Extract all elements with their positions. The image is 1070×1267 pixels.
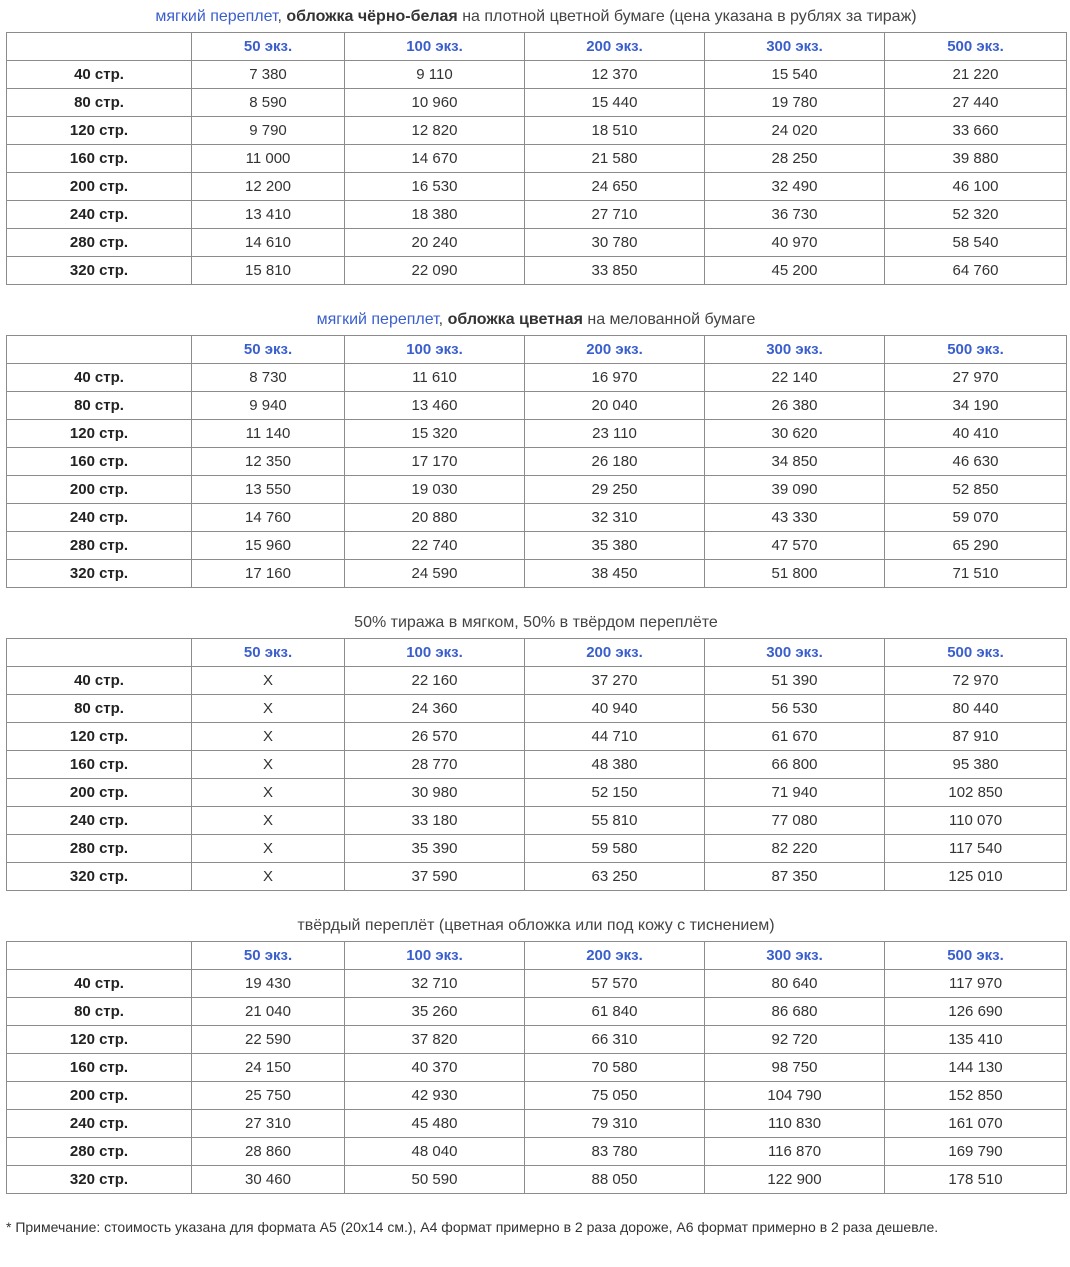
price-table <box>6 941 1067 1194</box>
caption-part: обложка цветная <box>447 311 583 328</box>
table-row <box>7 1054 1067 1082</box>
price-cell: 79 310 <box>525 1110 705 1138</box>
price-cell: 28 250 <box>705 145 885 173</box>
row-header: 320 стр. <box>7 863 192 891</box>
price-cell: 152 850 <box>885 1082 1067 1110</box>
column-header: 100 экз. <box>345 942 525 970</box>
column-header: 50 экз. <box>192 336 345 364</box>
price-cell: 25 750 <box>192 1082 345 1110</box>
table-row <box>7 1138 1067 1166</box>
row-header: 320 стр. <box>7 257 192 285</box>
price-cell: 39 880 <box>885 145 1067 173</box>
table-row <box>7 173 1067 201</box>
column-header: 100 экз. <box>345 336 525 364</box>
table-row <box>7 476 1067 504</box>
price-cell: 47 570 <box>705 532 885 560</box>
price-cell: 36 730 <box>705 201 885 229</box>
column-header: 50 экз. <box>192 33 345 61</box>
row-header: 200 стр. <box>7 173 192 201</box>
price-cell: 9 790 <box>192 117 345 145</box>
column-header: 300 экз. <box>705 942 885 970</box>
price-cell: 19 030 <box>345 476 525 504</box>
row-header: 40 стр. <box>7 364 192 392</box>
price-cell: 26 570 <box>345 723 525 751</box>
row-header: 240 стр. <box>7 1110 192 1138</box>
price-cell: 32 490 <box>705 173 885 201</box>
price-cell: 169 790 <box>885 1138 1067 1166</box>
price-cell: 110 830 <box>705 1110 885 1138</box>
row-header: 240 стр. <box>7 807 192 835</box>
price-cell: 59 580 <box>525 835 705 863</box>
caption-part: 50% тиража в мягком, 50% в твёрдом переплёте <box>354 614 718 631</box>
row-header: 80 стр. <box>7 392 192 420</box>
price-cell: 16 530 <box>345 173 525 201</box>
column-header: 100 экз. <box>345 639 525 667</box>
price-cell: 35 380 <box>525 532 705 560</box>
row-header: 280 стр. <box>7 532 192 560</box>
price-cell: 52 320 <box>885 201 1067 229</box>
price-cell: 104 790 <box>705 1082 885 1110</box>
price-cell: 87 350 <box>705 863 885 891</box>
price-cell: 39 090 <box>705 476 885 504</box>
price-cell: 117 540 <box>885 835 1067 863</box>
table-row <box>7 560 1067 588</box>
table-row <box>7 392 1067 420</box>
price-cell: 37 270 <box>525 667 705 695</box>
price-cell: 52 850 <box>885 476 1067 504</box>
price-cell: X <box>192 667 345 695</box>
table-row <box>7 532 1067 560</box>
price-cell: 18 510 <box>525 117 705 145</box>
caption-part: , <box>277 8 287 25</box>
price-cell: 66 800 <box>705 751 885 779</box>
header-row <box>7 33 1067 61</box>
row-header: 280 стр. <box>7 1138 192 1166</box>
price-cell: 19 430 <box>192 970 345 998</box>
price-cell: 22 090 <box>345 257 525 285</box>
price-cell: 24 590 <box>345 560 525 588</box>
price-cell: 33 660 <box>885 117 1067 145</box>
price-cell: 24 650 <box>525 173 705 201</box>
price-cell: 14 760 <box>192 504 345 532</box>
price-cell: 26 180 <box>525 448 705 476</box>
price-cell: 116 870 <box>705 1138 885 1166</box>
table-row <box>7 1026 1067 1054</box>
row-header: 160 стр. <box>7 448 192 476</box>
price-cell: 52 150 <box>525 779 705 807</box>
table-row <box>7 1166 1067 1194</box>
table-caption <box>6 2 1066 32</box>
table-row <box>7 504 1067 532</box>
price-cell: 20 040 <box>525 392 705 420</box>
price-cell: 75 050 <box>525 1082 705 1110</box>
price-cell: 51 390 <box>705 667 885 695</box>
column-header: 50 экз. <box>192 639 345 667</box>
row-header: 200 стр. <box>7 476 192 504</box>
price-cell: 18 380 <box>345 201 525 229</box>
price-cell: 61 670 <box>705 723 885 751</box>
table-caption <box>6 911 1066 941</box>
row-header: 80 стр. <box>7 998 192 1026</box>
price-cell: 12 370 <box>525 61 705 89</box>
price-cell: 40 410 <box>885 420 1067 448</box>
caption-part: твёрдый переплёт (цветная обложка или под кожу с тиснением) <box>297 917 775 934</box>
price-cell: 46 100 <box>885 173 1067 201</box>
price-cell: 50 590 <box>345 1166 525 1194</box>
price-cell: 27 440 <box>885 89 1067 117</box>
column-header: 300 экз. <box>705 639 885 667</box>
table-row <box>7 257 1067 285</box>
price-cell: 28 860 <box>192 1138 345 1166</box>
price-cell: 19 780 <box>705 89 885 117</box>
price-cell: 58 540 <box>885 229 1067 257</box>
price-cell: 28 770 <box>345 751 525 779</box>
price-cell: 13 410 <box>192 201 345 229</box>
table-row <box>7 145 1067 173</box>
price-cell: 44 710 <box>525 723 705 751</box>
price-cell: 27 310 <box>192 1110 345 1138</box>
price-cell: 22 590 <box>192 1026 345 1054</box>
price-cell: 30 780 <box>525 229 705 257</box>
row-header: 160 стр. <box>7 1054 192 1082</box>
price-cell: 83 780 <box>525 1138 705 1166</box>
table-row <box>7 1110 1067 1138</box>
table-row <box>7 201 1067 229</box>
price-cell: 10 960 <box>345 89 525 117</box>
price-cell: 59 070 <box>885 504 1067 532</box>
row-header: 320 стр. <box>7 560 192 588</box>
price-cell: 17 160 <box>192 560 345 588</box>
price-cell: 37 590 <box>345 863 525 891</box>
row-header: 320 стр. <box>7 1166 192 1194</box>
price-cell: 48 380 <box>525 751 705 779</box>
row-header: 120 стр. <box>7 1026 192 1054</box>
price-cell: 9 940 <box>192 392 345 420</box>
price-cell: 87 910 <box>885 723 1067 751</box>
price-cell: 61 840 <box>525 998 705 1026</box>
price-cell: X <box>192 779 345 807</box>
price-cell: 92 720 <box>705 1026 885 1054</box>
column-header: 100 экз. <box>345 33 525 61</box>
price-cell: 40 970 <box>705 229 885 257</box>
header-row <box>7 942 1067 970</box>
table-row <box>7 779 1067 807</box>
row-header: 240 стр. <box>7 201 192 229</box>
price-cell: 46 630 <box>885 448 1067 476</box>
table-row <box>7 448 1067 476</box>
row-header: 160 стр. <box>7 145 192 173</box>
price-cell: 7 380 <box>192 61 345 89</box>
price-cell: 21 580 <box>525 145 705 173</box>
price-cell: 15 960 <box>192 532 345 560</box>
table-row <box>7 420 1067 448</box>
price-cell: 17 170 <box>345 448 525 476</box>
column-header: 200 экз. <box>525 639 705 667</box>
row-header: 240 стр. <box>7 504 192 532</box>
price-cell: 12 820 <box>345 117 525 145</box>
footnote: * Примечание: стоимость указана для формата А5 (20х14 см.), А4 формат примерно в 2 раза дороже, А6 формат примерно в 2 раза дешевле. <box>6 1219 939 1235</box>
price-cell: 24 150 <box>192 1054 345 1082</box>
price-cell: 33 850 <box>525 257 705 285</box>
table-row <box>7 117 1067 145</box>
price-section-2 <box>6 305 1066 588</box>
price-cell: 14 610 <box>192 229 345 257</box>
column-header: 300 экз. <box>705 33 885 61</box>
column-header: 200 экз. <box>525 33 705 61</box>
price-cell: 63 250 <box>525 863 705 891</box>
price-cell: 56 530 <box>705 695 885 723</box>
price-cell: 80 640 <box>705 970 885 998</box>
price-cell: 72 970 <box>885 667 1067 695</box>
price-cell: 135 410 <box>885 1026 1067 1054</box>
price-cell: 8 730 <box>192 364 345 392</box>
table-caption <box>6 305 1066 335</box>
row-header: 160 стр. <box>7 751 192 779</box>
price-cell: 86 680 <box>705 998 885 1026</box>
column-header: 200 экз. <box>525 336 705 364</box>
table-caption <box>6 608 1066 638</box>
price-cell: 12 350 <box>192 448 345 476</box>
table-row <box>7 723 1067 751</box>
price-cell: 66 310 <box>525 1026 705 1054</box>
price-cell: 26 380 <box>705 392 885 420</box>
price-cell: 64 760 <box>885 257 1067 285</box>
price-cell: 34 850 <box>705 448 885 476</box>
price-cell: 125 010 <box>885 863 1067 891</box>
price-cell: 40 940 <box>525 695 705 723</box>
price-cell: 11 610 <box>345 364 525 392</box>
price-cell: 30 620 <box>705 420 885 448</box>
price-cell: 20 240 <box>345 229 525 257</box>
price-table <box>6 32 1067 285</box>
corner-cell <box>7 336 192 364</box>
price-cell: 161 070 <box>885 1110 1067 1138</box>
price-cell: 45 200 <box>705 257 885 285</box>
row-header: 200 стр. <box>7 1082 192 1110</box>
price-cell: 80 440 <box>885 695 1067 723</box>
corner-cell <box>7 942 192 970</box>
price-cell: X <box>192 835 345 863</box>
price-cell: 98 750 <box>705 1054 885 1082</box>
table-row <box>7 970 1067 998</box>
price-cell: 20 880 <box>345 504 525 532</box>
table-row <box>7 835 1067 863</box>
price-cell: X <box>192 807 345 835</box>
price-cell: 70 580 <box>525 1054 705 1082</box>
row-header: 40 стр. <box>7 61 192 89</box>
caption-part: на плотной цветной бумаге (цена указана в рублях за тираж) <box>457 8 917 25</box>
table-row <box>7 667 1067 695</box>
caption-part: мягкий переплет <box>316 311 439 328</box>
price-cell: 24 360 <box>345 695 525 723</box>
price-cell: 27 970 <box>885 364 1067 392</box>
price-cell: 43 330 <box>705 504 885 532</box>
row-header: 120 стр. <box>7 723 192 751</box>
price-cell: 71 510 <box>885 560 1067 588</box>
price-cell: 65 290 <box>885 532 1067 560</box>
price-cell: 22 140 <box>705 364 885 392</box>
row-header: 40 стр. <box>7 970 192 998</box>
price-cell: 23 110 <box>525 420 705 448</box>
caption-part: на мелованной бумаге <box>582 311 756 328</box>
table-row <box>7 1082 1067 1110</box>
price-cell: 16 970 <box>525 364 705 392</box>
price-cell: 22 740 <box>345 532 525 560</box>
price-cell: 122 900 <box>705 1166 885 1194</box>
table-row <box>7 61 1067 89</box>
price-section-4 <box>6 911 1066 1194</box>
price-cell: 57 570 <box>525 970 705 998</box>
price-cell: 42 930 <box>345 1082 525 1110</box>
price-cell: 13 550 <box>192 476 345 504</box>
price-cell: X <box>192 751 345 779</box>
column-header: 300 экз. <box>705 336 885 364</box>
price-cell: 21 220 <box>885 61 1067 89</box>
price-cell: 35 390 <box>345 835 525 863</box>
price-cell: 178 510 <box>885 1166 1067 1194</box>
header-row <box>7 336 1067 364</box>
price-cell: X <box>192 723 345 751</box>
row-header: 200 стр. <box>7 779 192 807</box>
price-cell: 8 590 <box>192 89 345 117</box>
price-cell: 102 850 <box>885 779 1067 807</box>
row-header: 80 стр. <box>7 89 192 117</box>
price-cell: 126 690 <box>885 998 1067 1026</box>
price-cell: 40 370 <box>345 1054 525 1082</box>
price-cell: 15 440 <box>525 89 705 117</box>
row-header: 40 стр. <box>7 667 192 695</box>
table-row <box>7 89 1067 117</box>
price-cell: 15 810 <box>192 257 345 285</box>
column-header: 500 экз. <box>885 33 1067 61</box>
price-cell: 71 940 <box>705 779 885 807</box>
price-cell: 48 040 <box>345 1138 525 1166</box>
price-cell: 29 250 <box>525 476 705 504</box>
price-cell: 13 460 <box>345 392 525 420</box>
price-cell: 14 670 <box>345 145 525 173</box>
price-cell: 110 070 <box>885 807 1067 835</box>
column-header: 500 экз. <box>885 639 1067 667</box>
row-header: 120 стр. <box>7 420 192 448</box>
price-cell: 11 000 <box>192 145 345 173</box>
row-header: 120 стр. <box>7 117 192 145</box>
price-cell: 30 460 <box>192 1166 345 1194</box>
table-row <box>7 998 1067 1026</box>
column-header: 500 экз. <box>885 336 1067 364</box>
price-cell: 82 220 <box>705 835 885 863</box>
table-row <box>7 229 1067 257</box>
price-cell: 15 540 <box>705 61 885 89</box>
price-cell: 32 710 <box>345 970 525 998</box>
price-cell: 15 320 <box>345 420 525 448</box>
price-cell: 55 810 <box>525 807 705 835</box>
price-cell: 12 200 <box>192 173 345 201</box>
price-table <box>6 638 1067 891</box>
row-header: 280 стр. <box>7 229 192 257</box>
caption-part: мягкий переплет <box>155 8 278 25</box>
column-header: 200 экз. <box>525 942 705 970</box>
column-header: 50 экз. <box>192 942 345 970</box>
row-header: 80 стр. <box>7 695 192 723</box>
price-cell: 21 040 <box>192 998 345 1026</box>
caption-part: обложка чёрно-белая <box>286 8 458 25</box>
price-cell: 144 130 <box>885 1054 1067 1082</box>
price-cell: 35 260 <box>345 998 525 1026</box>
price-cell: 30 980 <box>345 779 525 807</box>
table-row <box>7 364 1067 392</box>
price-cell: 33 180 <box>345 807 525 835</box>
price-cell: 117 970 <box>885 970 1067 998</box>
price-cell: 34 190 <box>885 392 1067 420</box>
column-header: 500 экз. <box>885 942 1067 970</box>
corner-cell <box>7 639 192 667</box>
price-cell: 22 160 <box>345 667 525 695</box>
price-cell: 24 020 <box>705 117 885 145</box>
price-cell: 32 310 <box>525 504 705 532</box>
price-section-1 <box>6 2 1066 285</box>
row-header: 280 стр. <box>7 835 192 863</box>
price-cell: X <box>192 695 345 723</box>
price-cell: 77 080 <box>705 807 885 835</box>
price-cell: 37 820 <box>345 1026 525 1054</box>
table-row <box>7 807 1067 835</box>
price-table <box>6 335 1067 588</box>
table-row <box>7 863 1067 891</box>
corner-cell <box>7 33 192 61</box>
price-section-3 <box>6 608 1066 891</box>
price-cell: 11 140 <box>192 420 345 448</box>
price-cell: 95 380 <box>885 751 1067 779</box>
price-cell: 51 800 <box>705 560 885 588</box>
price-cell: 88 050 <box>525 1166 705 1194</box>
header-row <box>7 639 1067 667</box>
price-cell: 38 450 <box>525 560 705 588</box>
price-cell: 27 710 <box>525 201 705 229</box>
price-cell: 9 110 <box>345 61 525 89</box>
table-row <box>7 695 1067 723</box>
price-cell: X <box>192 863 345 891</box>
table-row <box>7 751 1067 779</box>
price-cell: 45 480 <box>345 1110 525 1138</box>
caption-part: , <box>438 311 448 328</box>
